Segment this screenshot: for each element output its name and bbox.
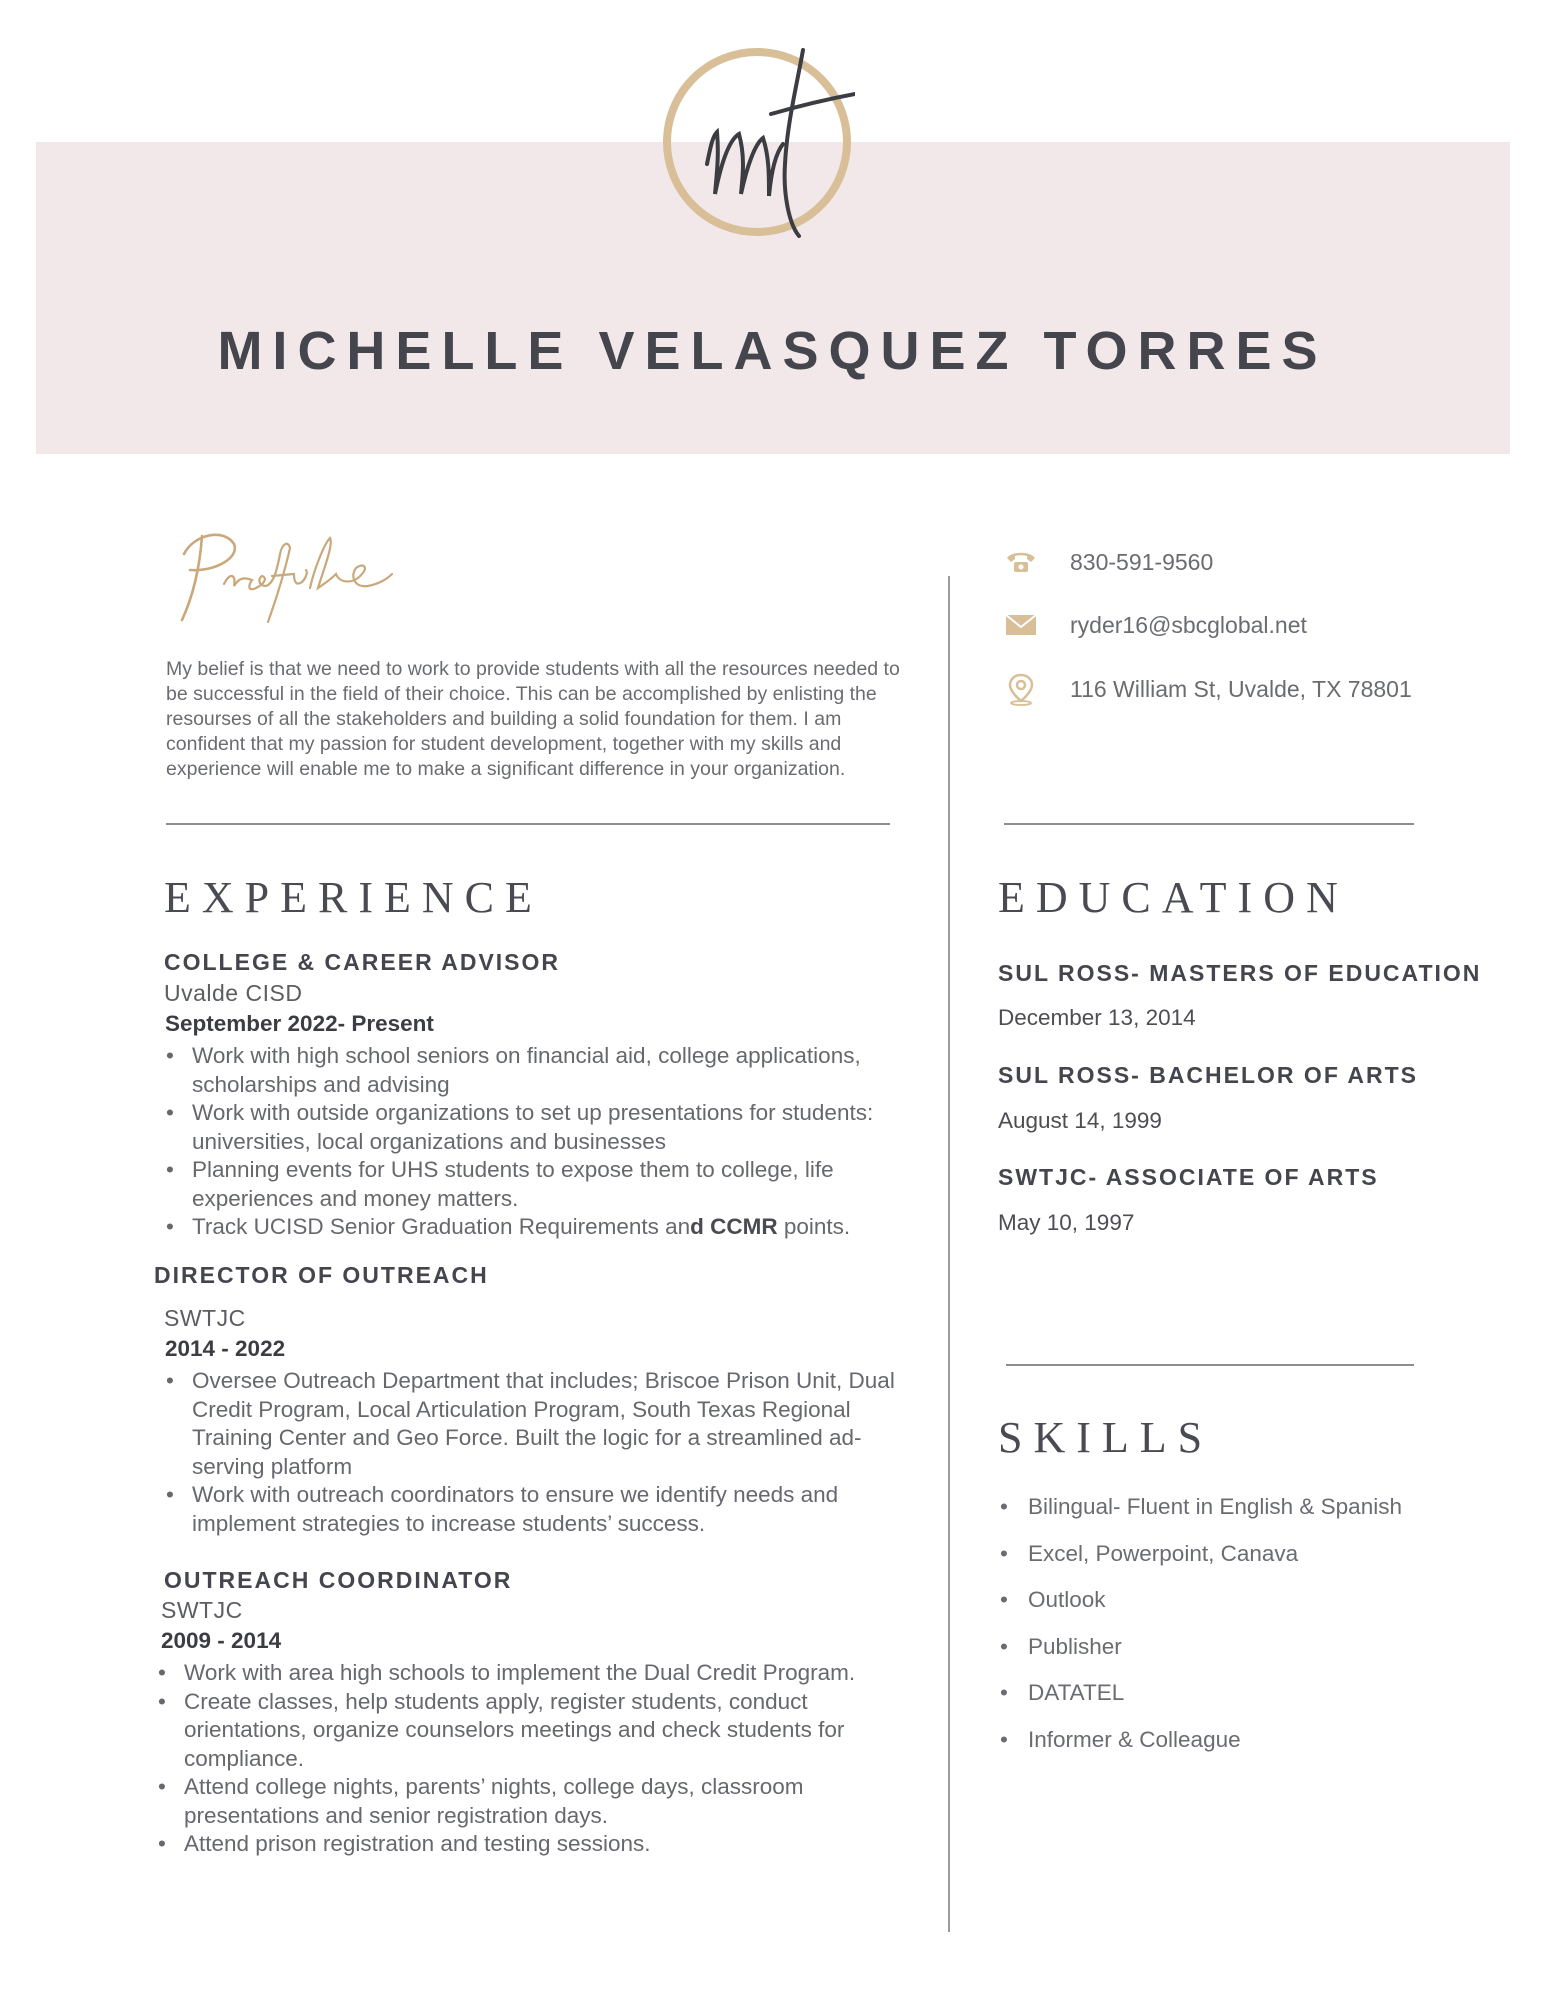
list-item: • Attend college nights, parents’ nights, college days, classroom presentations and senior registration days.: [156, 1773, 901, 1830]
degree-title: SWTJC- ASSOCIATE OF ARTS: [998, 1164, 1379, 1190]
profile-summary: My belief is that we need to work to provide students with all the resources needed to be successful in the field of their choice. This can be accomplished by enlisting the resourses of all the stakeholders and building a solid foundation for them. I am confident that my passion for student development, together with my skills and experience will enable me to make a significant difference in your organization.: [166, 658, 900, 780]
list-item: • Informer & Colleague: [998, 1725, 1402, 1772]
degree-title: SUL ROSS- BACHELOR OF ARTS: [998, 1062, 1419, 1088]
job-dates: September 2022- Present: [165, 1011, 434, 1036]
bullet-text: Track UCISD Senior Graduation Requirements an: [192, 1214, 691, 1239]
list-item: • Oversee Outreach Department that includes; Briscoe Prison Unit, Dual Credit Program, Local Articulation Program, South Texas Regional Training Center and Geo Force. Built the logic for a streamlined ad-serving platform: [164, 1367, 899, 1481]
bullet-text: points.: [777, 1214, 851, 1239]
list-item: [164, 1213, 899, 1242]
contact-email[interactable]: [1004, 605, 1307, 645]
contact-address[interactable]: [1004, 669, 1412, 709]
job-organization: Uvalde CISD: [164, 980, 303, 1006]
list-item: • Work with outside organizations to set up presentations for students: universities, local organizations and businesses: [164, 1099, 899, 1156]
list-item: • Excel, Powerpoint, Canava: [998, 1539, 1402, 1586]
list-item: • Work with outreach coordinators to ensure we identify needs and implement strategies to increase students’ success.: [164, 1481, 899, 1538]
job-organization: SWTJC: [164, 1305, 246, 1331]
job-duties-list: [156, 1659, 901, 1859]
location-pin-icon: [1004, 672, 1038, 706]
job-dates: 2014 - 2022: [165, 1336, 286, 1361]
job-duties-list: [164, 1042, 899, 1242]
job-title: DIRECTOR OF OUTREACH: [154, 1262, 489, 1288]
bullet-bold-text: d CCMR: [690, 1214, 778, 1239]
list-item: • Work with area high schools to implement the Dual Credit Program.: [156, 1659, 901, 1688]
email-address: ryder16@sbcglobal.net: [1070, 611, 1307, 638]
skills-heading: SKILLS: [998, 1413, 1214, 1462]
phone-icon: [1004, 545, 1038, 579]
list-item: • Work with high school seniors on financial aid, college applications, scholarships and advising: [164, 1042, 899, 1099]
degree-date: August 14, 1999: [998, 1108, 1162, 1133]
profile-divider: [166, 823, 890, 825]
list-item: • Publisher: [998, 1632, 1402, 1679]
job-title: COLLEGE & CAREER ADVISOR: [164, 949, 561, 975]
list-item: • Outlook: [998, 1585, 1402, 1632]
full-name: MICHELLE VELASQUEZ TORRES: [217, 321, 1328, 381]
job-title: OUTREACH COORDINATOR: [164, 1567, 513, 1593]
experience-heading: EXPERIENCE: [164, 873, 543, 922]
degree-title: SUL ROSS- MASTERS OF EDUCATION: [998, 960, 1482, 986]
job-organization: SWTJC: [161, 1597, 243, 1623]
phone-number: 830-591-9560: [1070, 548, 1214, 575]
education-heading: EDUCATION: [998, 873, 1349, 922]
profile-script-heading: [164, 514, 394, 630]
envelope-icon: [1004, 608, 1038, 642]
list-item: • Bilingual- Fluent in English & Spanish: [998, 1492, 1402, 1539]
degree-date: May 10, 1997: [998, 1210, 1135, 1235]
job-dates: 2009 - 2014: [161, 1628, 282, 1653]
job-duties-list: [164, 1367, 899, 1538]
contact-divider: [1004, 823, 1414, 825]
monogram-logo: [659, 44, 855, 240]
street-address: 116 William St, Uvalde, TX 78801: [1070, 675, 1412, 702]
contact-phone[interactable]: [1004, 542, 1214, 582]
list-item: • DATATEL: [998, 1678, 1402, 1725]
degree-date: December 13, 2014: [998, 1005, 1196, 1030]
list-item: • Attend prison registration and testing sessions.: [156, 1830, 901, 1859]
column-divider: [948, 576, 950, 1932]
list-item: • Planning events for UHS students to expose them to college, life experiences and money matters.: [164, 1156, 899, 1213]
skills-list: [998, 1492, 1402, 1771]
education-divider: [1006, 1364, 1414, 1366]
list-item: • Create classes, help students apply, register students, conduct orientations, organize counselors meetings and check students for compliance.: [156, 1688, 901, 1774]
